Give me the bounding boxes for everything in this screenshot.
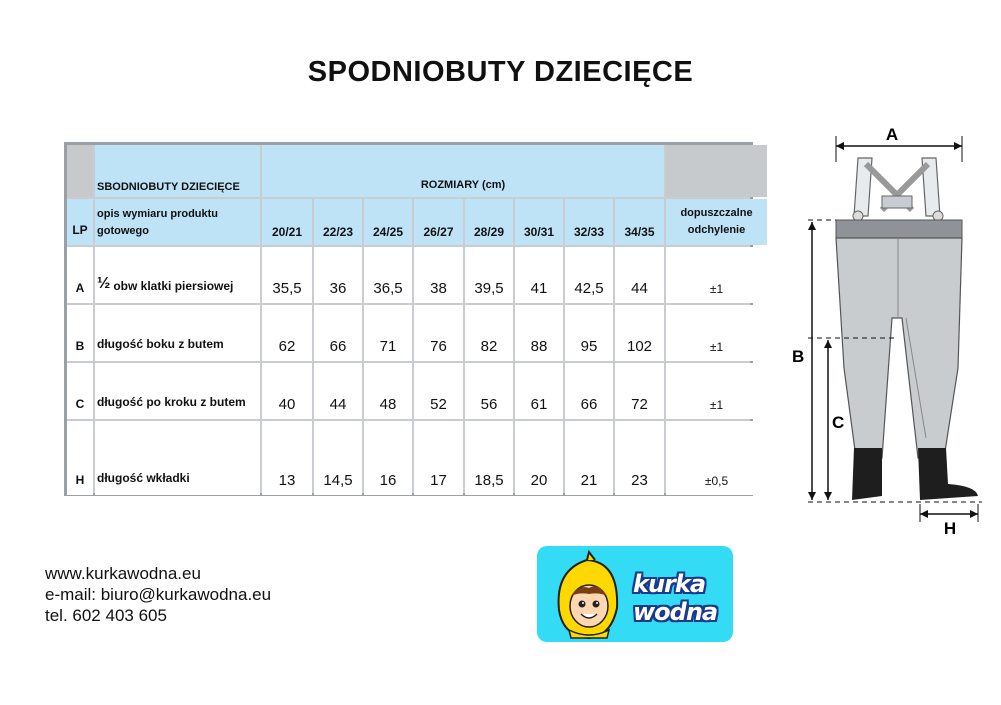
- size-header-30-31: 30/31: [515, 199, 563, 245]
- value-cell: 66: [314, 305, 362, 361]
- value-cell: 56: [465, 363, 513, 419]
- row-description: [95, 305, 260, 361]
- size-header-26-27: 26/27: [414, 199, 463, 245]
- value-cell: 23: [615, 421, 664, 495]
- row-description-text: obw klatki piersiowej: [113, 279, 234, 293]
- value-cell: 66: [565, 363, 613, 419]
- row-lp-a: A: [67, 247, 93, 303]
- tolerance-cell: ±1: [666, 305, 767, 361]
- size-header-34-35: 34/35: [615, 199, 664, 245]
- row-description-text: długość wkładki: [97, 471, 190, 485]
- value-cell: 38: [414, 247, 463, 303]
- value-cell: 102: [615, 305, 664, 361]
- size-grid: [67, 145, 753, 493]
- label-h: H: [943, 519, 957, 538]
- value-cell: 72: [615, 363, 664, 419]
- logo-word-2: wodna: [633, 598, 718, 626]
- value-cell: 48: [364, 363, 412, 419]
- value-cell: 16: [364, 421, 412, 495]
- row-lp-h: H: [67, 421, 93, 495]
- row-lp-c: C: [67, 363, 93, 419]
- page-title: SPODNIOBUTY DZIECIĘCE: [307, 56, 694, 88]
- row-description-text: długość po kroku z butem: [97, 395, 246, 409]
- tolerance-cell: ±0,5: [666, 421, 767, 495]
- value-cell: 88: [515, 305, 563, 361]
- value-cell: 39,5: [465, 247, 513, 303]
- value-cell: 42,5: [565, 247, 613, 303]
- row-description: [95, 247, 260, 303]
- half-fraction: ½: [97, 275, 111, 292]
- row-description-text: długość boku z butem: [97, 337, 224, 351]
- phone-text: tel. 602 403 605: [45, 606, 167, 625]
- size-table: [64, 142, 753, 496]
- value-cell: 18,5: [465, 421, 513, 495]
- value-cell: 40: [262, 363, 312, 419]
- lp-header: LP: [67, 199, 93, 245]
- brand-logo: [537, 546, 733, 642]
- value-cell: 35,5: [262, 247, 312, 303]
- size-header-32-33: 32/33: [565, 199, 613, 245]
- logo-word-1: kurka: [633, 570, 706, 598]
- value-cell: 76: [414, 305, 463, 361]
- description-header: opis wymiaru produktu gotowego: [95, 199, 260, 245]
- value-cell: 71: [364, 305, 412, 361]
- website-link[interactable]: www.kurkawodna.eu: [45, 564, 201, 583]
- size-header-20-21: 20/21: [262, 199, 312, 245]
- value-cell: 13: [262, 421, 312, 495]
- value-cell: 95: [565, 305, 613, 361]
- waders-diagram: [786, 118, 996, 538]
- label-c: C: [832, 413, 845, 432]
- size-header-22-23: 22/23: [314, 199, 362, 245]
- tolerance-cell: ±1: [666, 247, 767, 303]
- sizes-header: ROZMIARY (cm): [262, 145, 664, 197]
- value-cell: 82: [465, 305, 513, 361]
- value-cell: 41: [515, 247, 563, 303]
- duck-mascot-icon: [549, 550, 629, 640]
- value-cell: 62: [262, 305, 312, 361]
- size-header-28-29: 28/29: [465, 199, 513, 245]
- product-name-header: SBODNIOBUTY DZIECIĘCE: [95, 145, 260, 197]
- value-cell: 36: [314, 247, 362, 303]
- email-link[interactable]: e-mail: biuro@kurkawodna.eu: [45, 585, 272, 604]
- value-cell: 44: [314, 363, 362, 419]
- tolerance-header-top: [666, 145, 767, 197]
- value-cell: 44: [615, 247, 664, 303]
- size-header-24-25: 24/25: [364, 199, 412, 245]
- row-lp-b: B: [67, 305, 93, 361]
- value-cell: 20: [515, 421, 563, 495]
- label-a: A: [885, 125, 899, 144]
- row-description: [95, 421, 260, 495]
- value-cell: 14,5: [314, 421, 362, 495]
- tolerance-header: dopuszczalne odchylenie: [666, 199, 767, 245]
- value-cell: 17: [414, 421, 463, 495]
- tolerance-cell: ±1: [666, 363, 767, 419]
- value-cell: 21: [565, 421, 613, 495]
- label-b: B: [792, 347, 805, 366]
- row-description: [95, 363, 260, 419]
- value-cell: 61: [515, 363, 563, 419]
- value-cell: 36,5: [364, 247, 412, 303]
- contact-block: [45, 563, 271, 626]
- value-cell: 52: [414, 363, 463, 419]
- header-corner-cell: [67, 145, 93, 197]
